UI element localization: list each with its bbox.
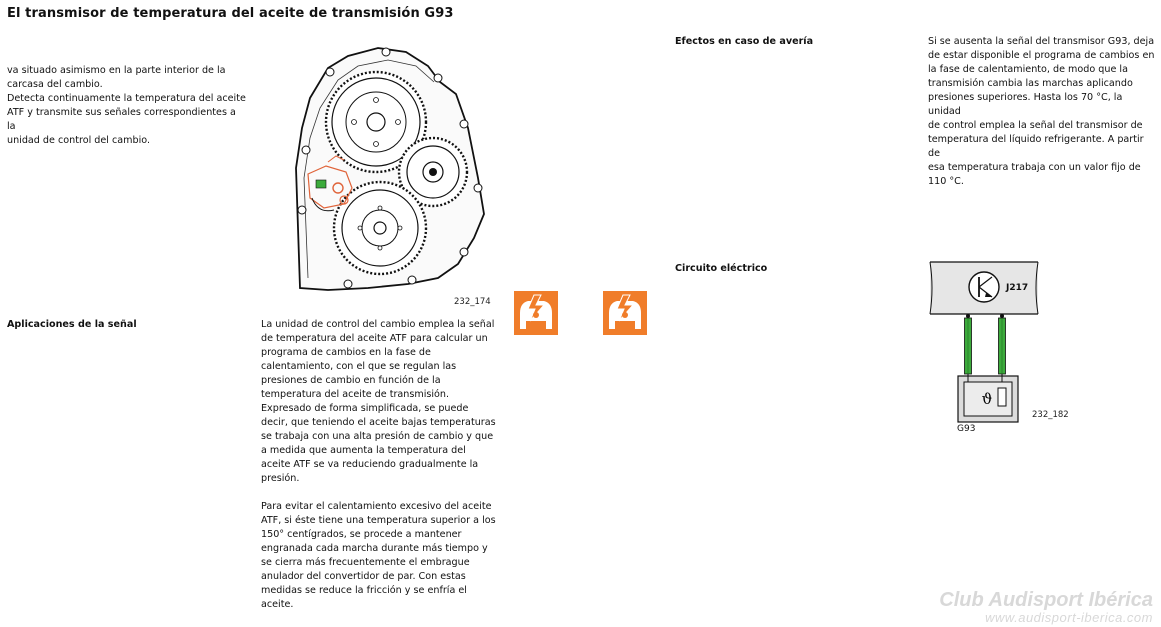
watermark [939,589,1153,625]
figure-label-gearbox: 232_174 [454,297,491,307]
efectos-text [928,35,1158,189]
intro-paragraph-2: Detecta continuamente la temperatura del aceite ATF y transmite sus señales correspondientes a la unidad de control del cambio. [7,93,246,146]
aplicaciones-text [261,318,501,612]
watermark-url: www.audisport-iberica.com [985,610,1153,625]
transistor-icon [969,272,999,302]
aplicaciones-heading: Aplicaciones de la señal [7,319,137,330]
aplicaciones-paragraph-3: Para evitar el calentamiento excesivo del aceite ATF, si éste tiene una temperatura superior a los 150° centígrados, se procede a mantener engranada cada marcha durante más tiempo y se cierra más frecuentemente el embrague anulador del convertidor de par. Con estas medidas se reduce la fricción y se enfría el aceite. [261,501,496,610]
aplicaciones-paragraph-1: La unidad de control del cambio emplea la señal de temperatura del aceite ATF para calcular un programa de cambios en la fase de calentamiento, con el que se regulan las presiones de cambio en función de la temperatura del aceite de transmisión. [261,319,495,400]
control-unit-label: J217 [1006,283,1029,293]
aplicaciones-paragraph-2: Expresado de forma simplificada, se puede decir, que teniendo el aceite bajas temperaturas se trabaja con una alta presión de cambio y que a medida que aumenta la temperatura del aceite ATF se va reduciendo gradualmente la presión. [261,403,496,484]
efectos-heading: Efectos en caso de avería [675,36,814,47]
gearbox-illustration [288,38,490,300]
watermark-name: Club Audisport Ibérica [939,589,1153,611]
circuito-heading: Circuito eléctrico [675,263,768,274]
gear-warning-icon [603,291,647,335]
intro-paragraph-1: va situado asimismo en la parte interior de la carcasa del cambio. [7,65,226,90]
page-title: El transmisor de temperatura del aceite de transmisión G93 [7,6,454,21]
gear-warning-icon [514,291,558,335]
theta-symbol-icon: ϑ [981,390,993,408]
intro-text [7,64,247,148]
figure-label-circuit: 232_182 [1032,410,1069,420]
efectos-paragraph-1: Si se ausenta la señal del transmisor G93, deja de estar disponible el programa de cambios en la fase de calentamiento, de modo que la transmisión cambia las marchas aplicando presiones superiores. Hasta los 70 °C, la unidad de control emplea la señal del transmisor de temperatura del líquido refrigerante. A partir de esa temperatura trabaja con un valor fijo de 110 °C. [928,36,1155,187]
sensor-label: G93 [957,424,976,434]
